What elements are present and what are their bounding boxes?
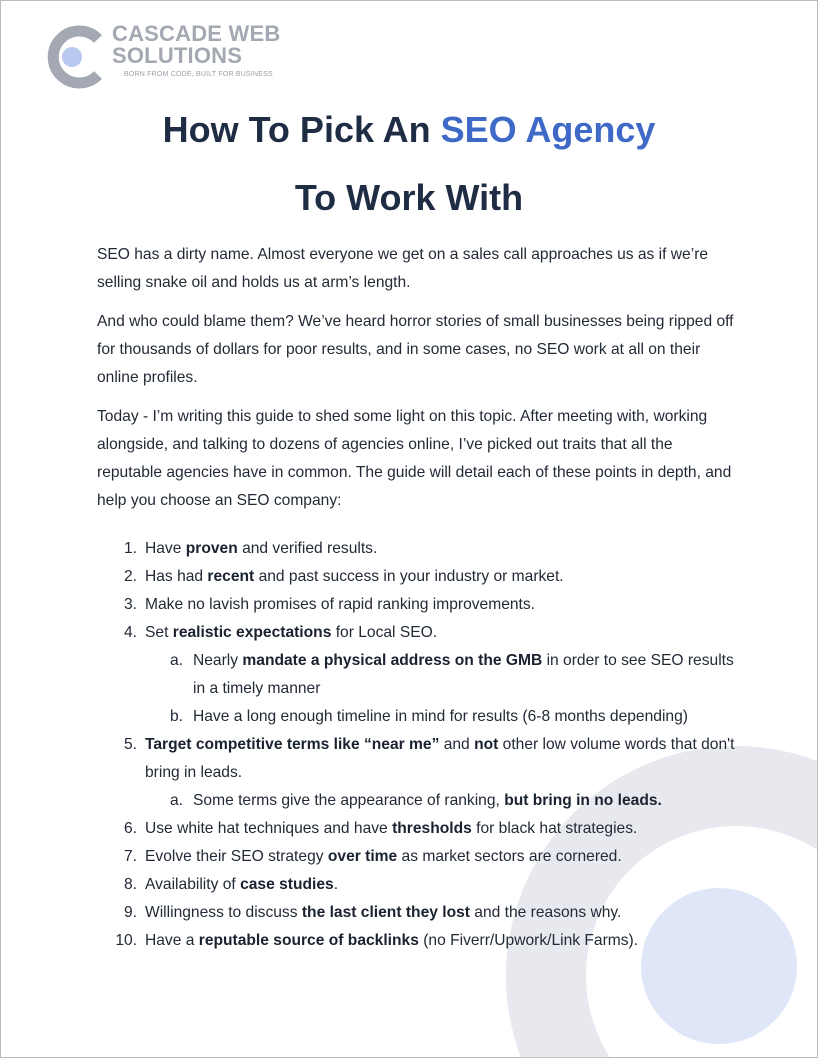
sub-list-item: a. Nearly mandate a physical address on the GMB in order to see SEO results in a timely manner bbox=[169, 652, 734, 697]
list-item: 7. Evolve their SEO strategy over time as market sectors are cornered. bbox=[123, 848, 622, 865]
sub-list-item: a. Some terms give the appearance of ranking, but bring in no leads. bbox=[169, 792, 662, 809]
article-body bbox=[97, 241, 737, 955]
list-item: 3. Make no lavish promises of rapid ranking improvements. bbox=[123, 596, 536, 613]
paragraph: And who could blame them? We’ve heard horror stories of small businesses being ripped off for thousands of dollars for poor results, and in some cases, no SEO work at all on their online profiles. bbox=[97, 313, 734, 386]
list-item: 5. Target competitive terms like “near me” and not other low volume words that don't bring in leads. bbox=[123, 736, 735, 781]
list-item: 6. Use white hat techniques and have thresholds for black hat strategies. bbox=[123, 820, 638, 837]
list-item: 10. Have a reputable source of backlinks (no Fiverr/Upwork/Link Farms). bbox=[115, 932, 639, 949]
company-logo bbox=[42, 23, 280, 91]
list-item: 4. Set realistic expectations for Local SEO. bbox=[123, 624, 438, 641]
list-item: 1. Have proven and verified results. bbox=[123, 540, 378, 557]
list-item: 9. Willingness to discuss the last client they lost and the reasons why. bbox=[123, 904, 622, 921]
page-title-line2: To Work With bbox=[294, 177, 524, 218]
sub-list-item: b. Have a long enough timeline in mind for results (6-8 months depending) bbox=[169, 708, 688, 725]
traits-list bbox=[97, 535, 737, 955]
list-item: 2. Has had recent and past success in your industry or market. bbox=[123, 568, 564, 585]
paragraph: Today - I’m writing this guide to shed some light on this topic. After meeting with, working alongside, and talking to dozens of agencies online, I’ve picked out traits that all the reputable agencies have in common. The guide will detail each of these points in depth, and help you choose an SEO company: bbox=[97, 408, 732, 509]
logo-tagline: BORN FROM CODE, BUILT FOR BUSINESS bbox=[124, 71, 273, 78]
logo-name-line1: CASCADE WEB bbox=[112, 21, 281, 46]
page-title-line1: How To Pick An SEO Agency bbox=[162, 109, 656, 150]
logo-name-line2: SOLUTIONS bbox=[112, 43, 243, 68]
paragraph: SEO has a dirty name. Almost everyone we get on a sales call approaches us as if we’re selling snake oil and holds us at arm’s length. bbox=[97, 246, 709, 291]
logo-c-icon bbox=[42, 23, 106, 91]
title-accent: SEO Agency bbox=[440, 109, 656, 150]
list-item: 8. Availability of case studies. bbox=[123, 876, 339, 893]
